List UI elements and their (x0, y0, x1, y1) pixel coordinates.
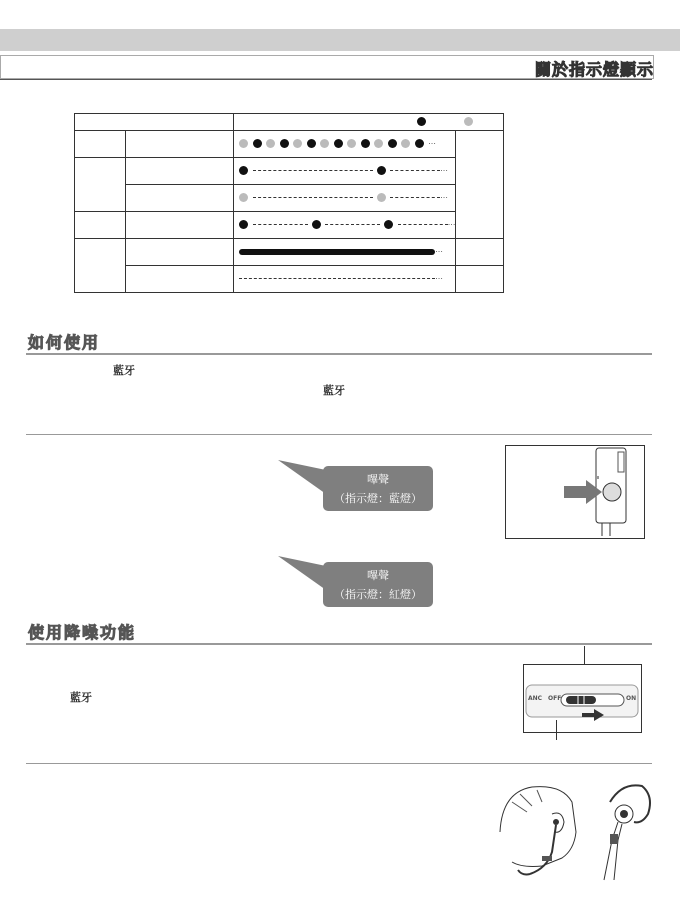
dark-dot-icon (417, 117, 426, 126)
bubble-tail (278, 460, 328, 496)
dark-medium-pattern: ··· (234, 212, 456, 239)
callout-line (584, 646, 585, 664)
bluetooth-word: 藍牙 (113, 364, 135, 377)
gray-dot-icon (464, 117, 473, 126)
bluetooth-word: 藍牙 (70, 691, 92, 704)
divider (26, 434, 652, 435)
legend-cell (234, 114, 504, 131)
beep-bubble-blue (323, 466, 433, 511)
bubble-line-1: 嗶聲 (367, 569, 389, 582)
bubble-line-2: （指示燈：紅燈） (334, 588, 422, 601)
press-button-illustration (506, 446, 644, 538)
anc-switch-figure (523, 664, 642, 733)
title-underline (0, 79, 652, 80)
alternating-pattern: ··· (234, 131, 456, 158)
gray-slow-pattern: ··· (234, 185, 456, 212)
solid-on-pattern: ··· (234, 239, 456, 266)
dark-slow-pattern: ··· (234, 158, 456, 185)
callout-line (556, 720, 557, 740)
indicator-table (74, 113, 504, 293)
wearing-earphones-illustration (492, 772, 672, 882)
beep-bubble-red (323, 562, 433, 607)
section-heading-noise-cancel: 使用降噪功能 (28, 623, 137, 642)
switch-anc-label: ANC (528, 695, 543, 702)
section-heading-how-to-use: 如何使用 (28, 333, 101, 352)
section-rule (26, 643, 652, 645)
bubble-line-1: 嗶聲 (367, 473, 389, 486)
top-bar (0, 29, 680, 51)
power-button-figure (505, 445, 645, 539)
off-pattern: ··· (234, 266, 456, 293)
bluetooth-word: 藍牙 (323, 384, 345, 397)
switch-on-label: ON (626, 695, 637, 702)
bubble-line-2: （指示燈：藍燈） (334, 492, 422, 505)
divider (26, 763, 652, 764)
section-rule (26, 353, 652, 355)
switch-off-label: OFF (548, 695, 562, 702)
page-title: 關於指示燈顯示 (534, 60, 654, 79)
bubble-tail (278, 556, 328, 592)
